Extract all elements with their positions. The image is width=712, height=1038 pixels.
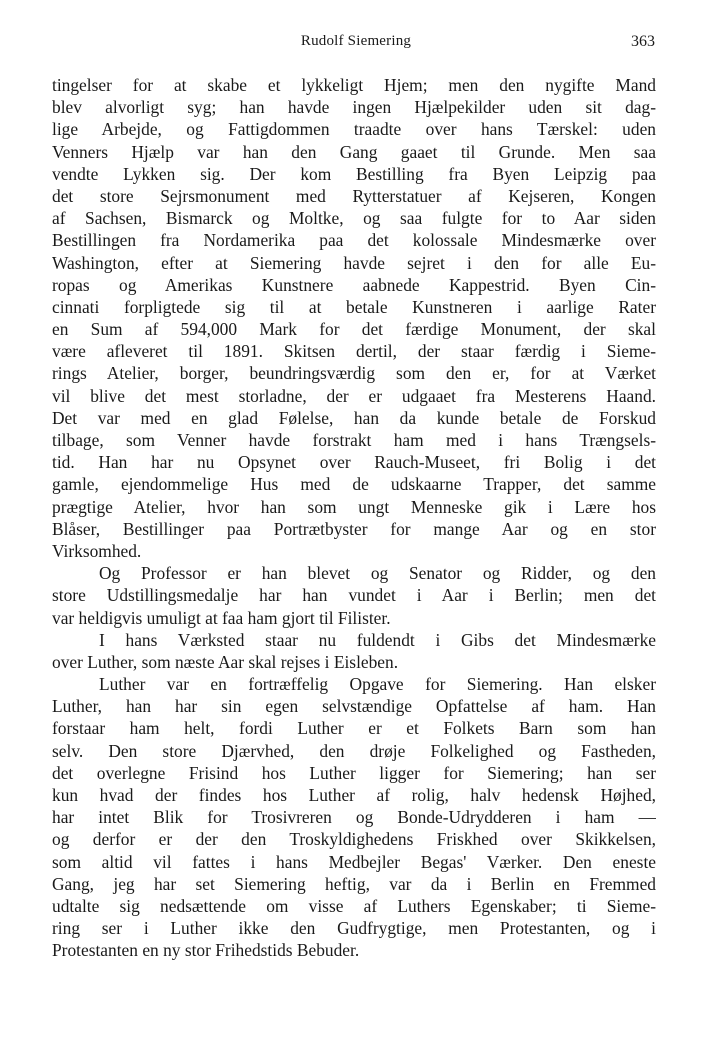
- text-line: Venners Hjælp var han den Gang gaaet til Grunde. Men saa: [52, 141, 656, 162]
- text-line: Bestillingen fra Nordamerika paa det kolossale Mindesmærke over: [52, 230, 656, 251]
- text-line: prægtige Atelier, hvor han som ungt Menneske gik i Lære hos: [52, 496, 656, 517]
- text-line: det overlegne Frisind hos Luther ligger for Siemering; han ser: [52, 762, 656, 783]
- text-line: ropas og Amerikas Kunstnere aabnede Kappestrid. Byen Cin-: [52, 274, 656, 295]
- text-line: Virksomhed.: [52, 540, 142, 561]
- text-line: forstaar ham helt, fordi Luther er et Folkets Barn som han: [52, 718, 656, 739]
- text-line: Det var med en glad Følelse, han da kunde betale de Forskud: [52, 407, 656, 428]
- text-line: var heldigvis umuligt at faa ham gjort til Filister.: [52, 607, 391, 628]
- text-line: blev alvorligt syg; han havde ingen Hjælpekilder uden sit dag-: [52, 97, 656, 118]
- text-line: lige Arbejde, og Fattigdommen traadte over hans Tærskel: uden: [52, 119, 656, 140]
- text-line: være afleveret til 1891. Skitsen dertil, der staar færdig i Sieme-: [52, 341, 656, 362]
- text-line: I hans Værksted staar nu fuldendt i Gibs det Mindesmærke: [99, 629, 656, 650]
- text-line: gamle, ejendommelige Hus med de udskaarne Trapper, det samme: [52, 474, 656, 495]
- text-line: Washington, efter at Siemering havde sejret i den for alle Eu-: [52, 252, 656, 273]
- text-line: Luther var en fortræffelig Opgave for Siemering. Han elsker: [99, 674, 656, 695]
- text-line: selv. Den store Djærvhed, den drøje Folkelighed og Fastheden,: [52, 740, 656, 761]
- text-line: kun hvad der findes hos Luther af rolig, halv hedensk Højhed,: [52, 785, 656, 805]
- text-line: rings Atelier, borger, beundringsværdig som den er, for at Værket: [52, 363, 656, 384]
- body-text: [52, 74, 656, 962]
- text-line: og derfor er der den Troskyldighedens Friskhed over Skikkelsen,: [52, 829, 656, 850]
- text-line: har intet Blik for Trosivreren og Bonde-Udrydderen i ham —: [52, 807, 656, 828]
- text-line: over Luther, som næste Aar skal rejses i Eisleben.: [52, 651, 399, 672]
- text-line: ring ser i Luther ikke den Gudfrygtige, men Protestanten, og i: [52, 918, 656, 939]
- text-line: tid. Han har nu Opsynet over Rauch-Museet, fri Bolig i det: [52, 452, 656, 473]
- text-line: Og Professor er han blevet og Senator og Ridder, og den: [99, 563, 656, 584]
- text-line: udtalte sig nedsættende om visse af Luthers Egenskaber; ti Sieme-: [52, 895, 656, 916]
- running-title: Rudolf Siemering: [300, 33, 412, 49]
- text-line: cinnati forpligtede sig til at betale Kunstneren i aarlige Rater: [52, 296, 656, 317]
- text-line: Gang, jeg har set Siemering heftig, var da i Berlin en Fremmed: [52, 873, 656, 894]
- text-line: vendte Lykken sig. Der kom Bestilling fra Byen Leipzig paa: [52, 163, 656, 184]
- text-line: det store Sejrsmonument med Rytterstatuer af Kejseren, Kongen: [52, 185, 656, 206]
- text-line: store Udstillingsmedalje har han vundet i Aar i Berlin; men det: [52, 585, 656, 606]
- text-line: vil blive det mest storladne, der er udgaaet fra Mesterens Haand.: [52, 385, 656, 406]
- text-line: Luther, han har sin egen selvstændige Opfattelse af ham. Han: [52, 696, 656, 717]
- text-line: tingelser for at skabe et lykkeligt Hjem; men den nygifte Mand: [52, 75, 656, 95]
- text-line: en Sum af 594,000 Mark for det færdige Monument, der skal: [52, 319, 656, 340]
- page-number: 363: [631, 33, 655, 50]
- text-line: tilbage, som Venner havde forstrakt ham med i hans Trængsels-: [52, 430, 656, 450]
- text-line: som altid vil fattes i hans Medbejler Begas' Værker. Den eneste: [52, 851, 656, 872]
- text-line: Protestanten en ny stor Frihedstids Bebuder.: [52, 940, 360, 961]
- text-line: af Sachsen, Bismarck og Moltke, og saa fulgte for to Aar siden: [52, 208, 656, 229]
- text-line: Blåser, Bestillinger paa Portrætbyster for mange Aar og en stor: [52, 518, 656, 539]
